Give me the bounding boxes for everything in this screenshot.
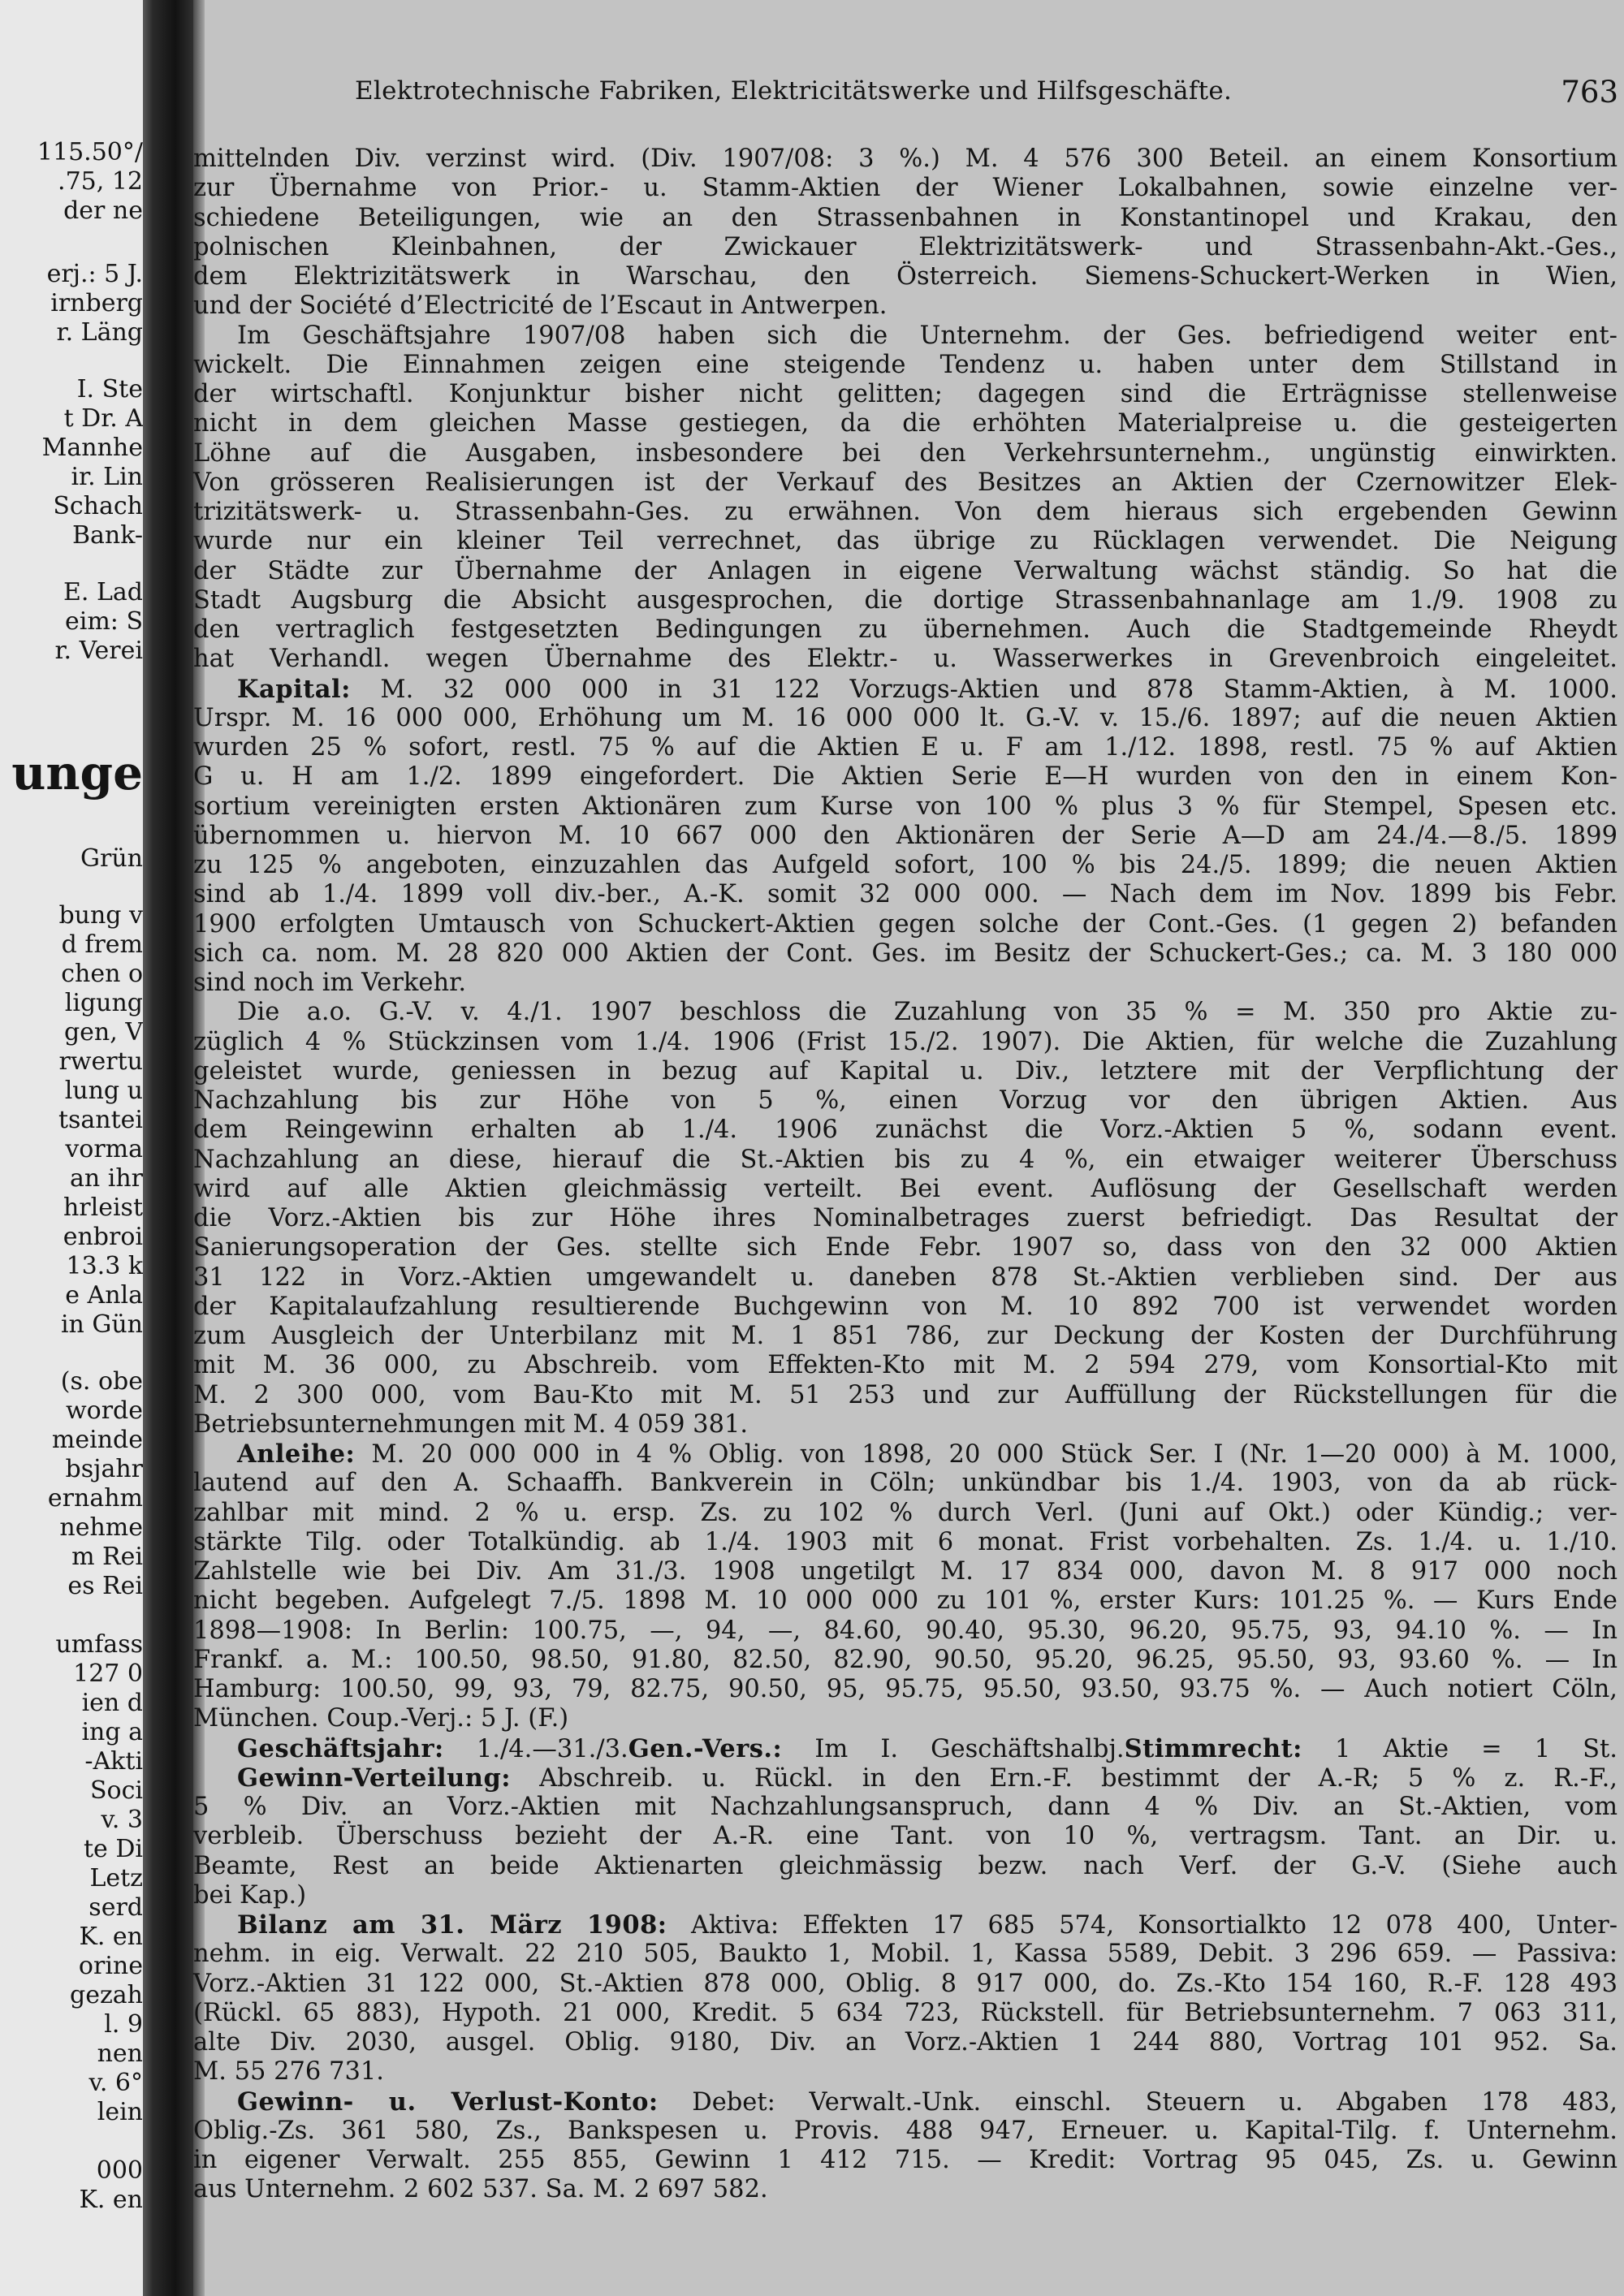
facing-page-line: chen o [61,960,143,988]
line-text: der Kapitalaufzahlung resultierende Buchgewinn von M. 10 892 700 ist verwendet worden [193,1292,1618,1321]
line-text: dem Elektrizitätswerk in Warschau, den Österreich. Siemens-Schuckert-Werken in Wien, [193,262,1618,291]
line-text: Von grösseren Realisierungen ist der Verkauf des Besitzes an Aktien der Czernowitzer Elek- [193,468,1618,497]
facing-page-line: (s. obe [60,1367,143,1396]
text-line [193,1057,1618,1086]
line-text: Beamte, Rest an beide Aktienarten gleichmässig bezw. nach Verf. der G.-V. (Siehe auch [193,1851,1618,1880]
text-line [193,1940,1618,1969]
line-text: stärkte Tilg. oder Totalkündig. ab 1./4. 1903 mit 6 monat. Frist vorbehalten. Zs. 1./4. u. 1./10. [193,1527,1618,1556]
facing-page-line: Letz [89,1864,143,1892]
facing-page-line: hrleist [63,1193,143,1222]
text-line [193,2028,1618,2057]
text-line [193,233,1618,262]
facing-page-line: nehme [59,1513,143,1542]
facing-page-line: 000 [96,2156,143,2185]
facing-page-line: orine [78,1952,143,1980]
line-text: schiedene Beteiligungen, wie an den Strassenbahnen in Konstantinopel und Krakau, den [193,203,1618,232]
line-text: Frankf. a. M.: 100.50, 98.50, 91.80, 82.50, 82.90, 90.50, 95.20, 96.25, 95.50, 93, 93.60 %. — In [193,1645,1618,1674]
line-text: dem Reingewinn erhalten ab 1./4. 1906 zunächst die Vorz.-Aktien 5 %, sodann event. [193,1116,1618,1145]
line-text: züglich 4 % Stückzinsen vom 1./4. 1906 (Frist 15./2. 1907). Die Aktien, für welche die Zuzahlung [193,1027,1618,1056]
line-text: nicht in dem gleichen Masse gestiegen, da die erhöhten Materialpreise u. die gesteigerten [193,409,1618,438]
text-line [193,1675,1618,1704]
facing-page-line: Schach [53,492,143,520]
section-heading: Anleihe: [237,1439,356,1469]
text-line [193,174,1618,203]
line-text: M. 2 300 000, vom Bau-Kto mit M. 51 253 und zur Auffüllung der Rückstellungen für die [193,1380,1618,1409]
book-page [193,0,1624,2296]
line-text: aus Unternehm. 2 602 537. Sa. M. 2 697 582. [193,2175,768,2204]
facing-page-line: .75, 12 [58,167,143,196]
facing-page-line: m Rei [71,1543,143,1571]
facing-page-line: ing a [81,1718,143,1746]
line-text: M. 55 276 731. [193,2057,384,2087]
text-line [193,262,1618,291]
line-text: Urspr. M. 16 000 000, Erhöhung um M. 16 000 000 lt. G.-V. v. 15./6. 1897; auf die neuen Aktien [193,703,1618,732]
facing-page-line: E. Lad [63,578,143,606]
text-line [193,1881,1618,1910]
facing-page-line: der ne [63,196,143,225]
text-line [193,1528,1618,1557]
text-line [193,792,1618,822]
text-line [193,557,1618,586]
line-text: wickelt. Die Einnahmen zeigen eine steigende Tendenz u. haben unter dem Stillstand in [193,350,1618,379]
text-line [193,645,1618,674]
section-heading: Geschäftsjahr: [237,1733,444,1763]
facing-page-line: tsantei [58,1106,143,1134]
text-line [193,910,1618,939]
line-text: wird auf alle Aktien gleichmässig verteilt. Bei event. Auflösung der Gesellschaft werden [193,1174,1618,1203]
facing-page-line: erj.: 5 J. [46,260,143,288]
line-text: Vorz.-Aktien 31 122 000, St.-Aktien 878 000, Oblig. 8 917 000, do. Zs.-Kto 154 160, R.-F. 128 493 [193,1969,1618,1998]
text-line [193,1204,1618,1233]
facing-page-line: r. Läng [56,318,143,347]
section-heading: Bilanz am 31. März 1908: [237,1910,667,1940]
book-gutter [143,0,193,2296]
section-heading: Gewinn- u. Verlust-Konto: [237,2087,659,2117]
text-line [193,2057,1618,2087]
text-line [193,145,1618,174]
line-text: mit M. 36 000, zu Abschreib. vom Effekten-Kto mit M. 2 594 279, vom Konsortial-Kto mit [193,1351,1618,1380]
line-text: verbleib. Überschuss bezieht der A.-R. eine Tant. von 10 %, vertragsm. Tant. an Dir. u. [193,1822,1618,1851]
text-line [193,1822,1618,1851]
facing-page-line: umfass [55,1630,143,1659]
running-title: Elektrotechnische Fabriken, Elektricitätswerke und Hilfsgeschäfte. [355,76,1233,106]
facing-page-line: v. 3 [101,1806,143,1834]
text-line [193,1293,1618,1322]
text-line [193,998,1618,1027]
line-text: geleistet wurde, geniessen in bezug auf Kapital u. Div., letztere mit der Verpflichtung der [193,1056,1618,1085]
facing-page-line: gezah [70,1981,143,2009]
text-line [193,1734,1618,1763]
text-line [193,880,1618,909]
line-text: Sanierungsoperation der Ges. stellte sich Ende Febr. 1907 so, dass von den 32 000 Aktien [193,1233,1618,1262]
line-text: nehm. in eig. Verwalt. 22 210 505, Baukto 1, Mobil. 1, Kassa 5589, Debit. 3 296 659. — Passiva: [193,1940,1618,1969]
facing-page-line: r. Verei [54,637,143,665]
text-line [193,1263,1618,1293]
text-line [193,1793,1618,1822]
facing-page-line: unge [11,745,143,801]
text-line [193,822,1618,851]
line-text: München. Coup.-Verj.: 5 J. (F.) [193,1704,569,1733]
facing-page-line: I. Ste [76,375,143,404]
text-line [193,1469,1618,1498]
line-text: zahlbar mit mind. 2 % u. ersp. Zs. zu 102 % durch Verl. (Juni auf Okt.) oder Kündig.; ver- [193,1498,1618,1527]
facing-page-line: v. 6° [89,2069,143,2097]
text-line [193,1086,1618,1116]
text-line [193,2117,1618,2146]
text-line [193,762,1618,792]
line-text: nicht begeben. Aufgelegt 7./5. 1898 M. 10 000 000 zu 101 %, erster Kurs: 101.25 %. — Kurs Ende [193,1586,1618,1616]
text-line [193,204,1618,233]
line-text: mittelnden Div. verzinst wird. (Div. 1907/08: 3 %.) M. 4 576 300 Beteil. an einem Konsortium [193,145,1618,173]
facing-page-line: e Anla [65,1281,143,1310]
page-header [355,76,1618,109]
text-line [193,1586,1618,1616]
facing-page-line: Mannhe [41,434,143,462]
facing-page-line: in Gün [60,1310,143,1339]
facing-page-line: 13.3 k [66,1252,143,1280]
line-text: polnischen Kleinbahnen, der Zwickauer Elektrizitätswerk- und Strassenbahn-Akt.-Ges., [193,232,1618,261]
line-text: den vertraglich festgesetzten Bedingungen zu übernehmen. Auch die Stadtgemeinde Rheydt [193,615,1618,644]
line-text: 1898—1908: In Berlin: 100.75, —, 94, —, 84.60, 90.40, 95.30, 96.20, 95.75, 93, 94.10 %. — In [193,1616,1618,1645]
text-line [193,1175,1618,1204]
text-line [193,1439,1618,1469]
line-text: Im Geschäftsjahre 1907/08 haben sich die Unternehm. der Ges. befriedigend weiter ent- [237,321,1618,350]
text-line [193,1910,1618,1940]
text-line [193,409,1618,438]
line-text: 1./4.—31./3. [443,1734,628,1763]
facing-page-line: te Di [84,1835,143,1863]
facing-page-line: K. en [79,1923,143,1951]
facing-page-line: bung v [58,901,143,930]
text-line [193,586,1618,615]
facing-page-line: ligung [64,989,143,1017]
text-line [193,2087,1618,2117]
text-line [193,615,1618,645]
text-line [193,322,1618,351]
text-line [193,1381,1618,1410]
text-line [193,704,1618,733]
text-line [193,1763,1618,1793]
section-heading: Gen.-Vers.: [628,1733,783,1763]
text-line [193,1233,1618,1262]
text-line [193,1557,1618,1586]
line-text: 31 122 in Vorz.-Aktien umgewandelt u. daneben 878 St.-Aktien verblieben sind. Der aus [193,1262,1618,1292]
line-text: 5 % Div. an Vorz.-Aktien mit Nachzahlungsanspruch, dann 4 % Div. an St.-Aktien, vom [193,1793,1618,1821]
line-text: Im I. Geschäftshalbj. [782,1734,1125,1763]
line-text: bei Kap.) [193,1880,307,1910]
text-line [193,1410,1618,1439]
text-line [193,1852,1618,1881]
facing-page-line: vorma [65,1135,143,1163]
facing-page-line: K. en [79,2186,143,2214]
text-line [193,439,1618,468]
text-line [193,1322,1618,1351]
facing-page-line: d frem [61,930,143,959]
line-text: Zahlstelle wie bei Div. Am 31./3. 1908 ungetilgt M. 17 834 000, davon M. 8 917 000 noch [193,1557,1618,1586]
line-text: Hamburg: 100.50, 99, 93, 79, 82.75, 90.50, 95, 95.75, 95.50, 93.50, 93.75 %. — Auch notiert Cöln, [193,1675,1618,1703]
facing-page-line: -Akti [84,1747,143,1776]
text-line [193,1999,1618,2028]
line-text: alte Div. 2030, ausgel. Oblig. 9180, Div. an Vorz.-Aktien 1 244 880, Vortrag 101 952. Sa. [193,2028,1618,2056]
line-text: Oblig.-Zs. 361 580, Zs., Bankspesen u. Provis. 488 947, Erneuer. u. Kapital-Tilg. f. Unternehm. [193,2116,1618,2145]
facing-page-line: nen [97,2039,143,2068]
text-line [193,675,1618,704]
line-text: zum Ausgleich der Unterbilanz mit M. 1 851 786, zur Deckung der Kosten der Durchführung [193,1322,1618,1350]
line-text: der wirtschaftl. Konjunktur bisher nicht gelitten; dagegen sind die Erträgnisse stellenweise [193,380,1618,408]
facing-page-line: bsjahr [65,1455,143,1483]
text-line [193,1970,1618,1999]
text-line [193,2146,1618,2175]
line-text: wurde nur ein kleiner Teil verrechnet, das übrige zu Rücklagen verwendet. Die Neigung [193,527,1618,556]
facing-page-line: an ihr [70,1164,143,1193]
line-text: 1900 erfolgten Umtausch von Schuckert-Aktien gegen solche der Cont.-Ges. (1 gegen 2) befanden [193,909,1618,939]
facing-page-line: serd [89,1893,143,1922]
line-text: zur Übernahme von Prior.- u. Stamm-Aktien der Wiener Lokalbahnen, sowie einzelne ver- [193,174,1618,203]
line-text: sind ab 1./4. 1899 voll div.-ber., A.-K. somit 32 000 000. — Nach dem im Nov. 1899 bis Febr. [193,880,1618,909]
line-text: sich ca. nom. M. 28 820 000 Aktien der Cont. Ges. im Besitz der Schuckert-Ges.; ca. M. 3 180 000 [193,939,1618,968]
text-line [193,351,1618,380]
line-text: Betriebsunternehmungen mit M. 4 059 381. [193,1409,749,1439]
text-line [193,1028,1618,1057]
facing-page-line: t Dr. A [63,404,143,433]
line-text: Stadt Augsburg die Absicht ausgesprochen, die dortige Strassenbahnanlage am 1./9. 1908 zu [193,585,1618,615]
text-line [193,1116,1618,1145]
text-line [193,851,1618,880]
line-text: M. 32 000 000 in 31 122 Vorzugs-Aktien und 878 Stamm-Aktien, à M. 1000. [350,675,1618,704]
text-line [193,527,1618,556]
text-line [193,380,1618,409]
line-text: Nachzahlung bis zur Höhe von 5 %, einen Vorzug vor den übrigen Aktien. Aus [193,1086,1618,1115]
text-line [193,2175,1618,2204]
text-line [193,498,1618,527]
facing-page-line: meinde [51,1426,143,1454]
facing-page-line: Soci [89,1776,143,1805]
facing-page-line: rwertu [58,1047,143,1076]
line-text: trizitätswerk- u. Strassenbahn-Ges. zu erwähnen. Von dem hieraus sich ergebenden Gewinn [193,498,1618,526]
line-text: M. 20 000 000 in 4 % Oblig. von 1898, 20 000 Stück Ser. I (Nr. 1—20 000) à M. 1000, [355,1440,1618,1469]
text-line [193,1616,1618,1646]
text-line [193,291,1618,321]
facing-page-line: 115.50°/ [37,138,143,166]
line-text: in eigener Verwalt. 255 855, Gewinn 1 412 715. — Kredit: Vortrag 95 045, Zs. u. Gewinn [193,2146,1618,2174]
facing-page-line: eim: S [65,607,143,636]
text-line [193,733,1618,762]
facing-page-line: lein [97,2098,143,2126]
facing-page-line: Bank- [71,521,143,550]
line-text: G u. H am 1./2. 1899 eingefordert. Die Aktien Serie E—H wurden von den in einem Kon- [193,762,1618,792]
facing-page-line: gen, V [63,1018,143,1047]
facing-page-line: es Rei [67,1572,143,1600]
facing-page-line: Grün [80,844,143,873]
line-text: Abschreib. u. Rückl. in den Ern.-F. bestimmt der A.-R; 5 % z. R.-F., [511,1763,1618,1793]
line-text: die Vorz.-Aktien bis zur Höhe ihres Nominalbetrages zuerst befriedigt. Das Resultat der [193,1204,1618,1232]
line-text: Die a.o. G.-V. v. 4./1. 1907 beschloss die Zuzahlung von 35 % = M. 350 pro Aktie zu- [237,998,1618,1027]
line-text: zu 125 % angeboten, einzuzahlen das Aufgeld sofort, 100 % bis 24./5. 1899; die neuen Aktien [193,851,1618,879]
line-text: Debet: Verwalt.-Unk. einschl. Steuern u. Abgaben 178 483, [658,2087,1618,2117]
text-line [193,1704,1618,1733]
section-heading: Kapital: [237,674,351,704]
facing-page-line: ernahm [47,1484,143,1513]
text-line [193,1146,1618,1175]
page-number: 763 [1561,75,1618,110]
facing-page-fragment [0,0,143,2296]
line-text: Nachzahlung an diese, hierauf die St.-Aktien bis zu 4 %, ein etwaiger weiterer Überschuss [193,1145,1618,1174]
line-text: wurden 25 % sofort, restl. 75 % auf die Aktien E u. F am 1./12. 1898, restl. 75 % auf Aktien [193,733,1618,762]
text-line [193,939,1618,969]
line-text: sortium vereinigten ersten Aktionären zum Kurse von 100 % plus 3 % für Stempel, Spesen etc. [193,792,1618,821]
line-text: der Städte zur Übernahme der Anlagen in eigene Verwaltung wächst ständig. So hat die [193,556,1618,585]
line-text: Löhne auf die Ausgaben, insbesondere bei den Verkehrsunternehm., ungünstig einwirkten. [193,438,1618,468]
line-text: hat Verhandl. wegen Übernahme des Elektr.- u. Wasserwerkes in Grevenbroich eingeleitet. [193,645,1618,674]
facing-page-line: 127 0 [73,1659,143,1688]
facing-page-line: worde [65,1396,143,1425]
section-heading: Gewinn-Verteilung: [237,1763,512,1793]
facing-page-line: l. 9 [104,2010,143,2039]
section-heading: Stimmrecht: [1124,1733,1302,1763]
facing-page-line: ien d [81,1689,143,1717]
text-line [193,468,1618,498]
facing-page-line: enbroi [63,1223,143,1251]
line-text: Aktiva: Effekten 17 685 574, Konsortialkto 12 078 400, Unter- [667,1911,1618,1940]
line-text: übernommen u. hiervon M. 10 667 000 den Aktionären der Serie A—D am 24./4.—8./5. 1899 [193,821,1618,850]
line-text: sind noch im Verkehr. [193,969,467,997]
line-text: 1 Aktie = 1 St. [1302,1734,1618,1763]
body-text [193,145,1618,2205]
facing-page-line: irnberg [50,289,143,317]
facing-page-line: ir. Lin [71,463,143,491]
line-text: (Rückl. 65 883), Hypoth. 21 000, Kredit. 5 634 723, Rückstell. für Betriebsunternehm. 7 063 311, [193,1998,1618,2027]
text-line [193,1499,1618,1528]
facing-page-line: lung u [64,1077,143,1105]
text-line [193,969,1618,998]
line-text: lautend auf den A. Schaaffh. Bankverein in Cöln; unkündbar bis 1./4. 1903, von da ab rück- [193,1469,1618,1498]
line-text: und der Société d’Electricité de l’Escaut in Antwerpen. [193,291,888,321]
text-line [193,1351,1618,1380]
text-line [193,1646,1618,1675]
